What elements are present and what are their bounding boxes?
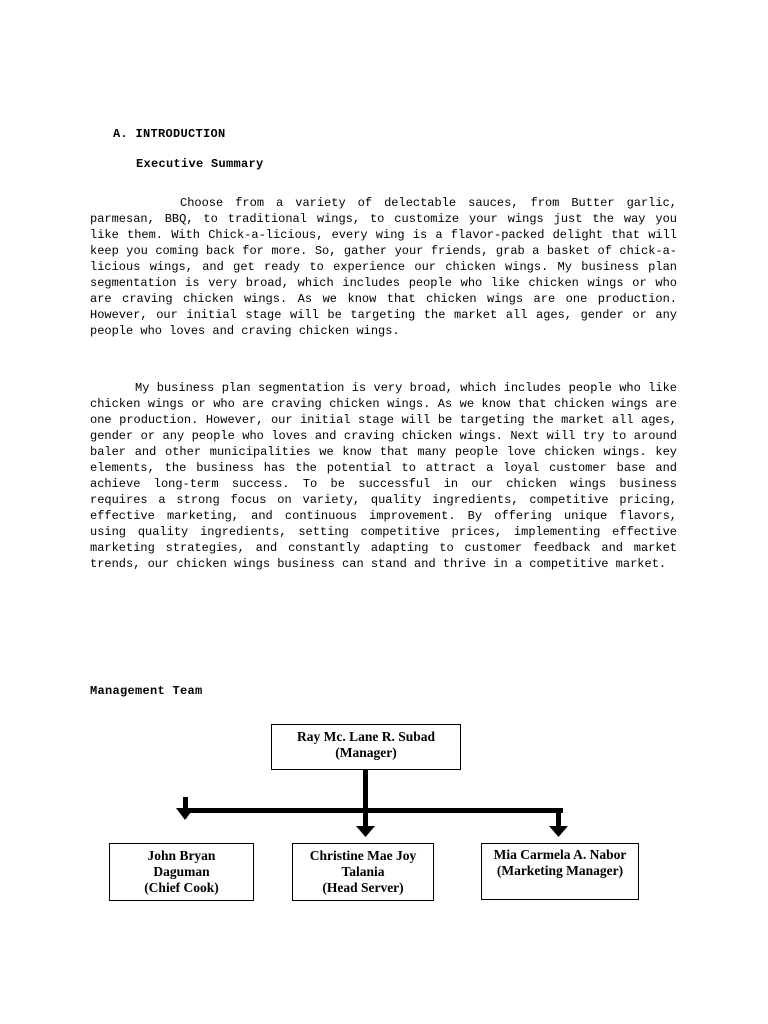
org-arrow-left — [176, 808, 194, 820]
org-branch-left — [183, 797, 188, 809]
body-paragraph-2: My business plan segmentation is very broad, which includes people who like chicken wings or who are craving chicken wings. As we know that chicken wings are one production. However, our initial stage will be targeting the market all ages, gender or any people who loves and craving chicken wings. Next will try to around baler and other municipalities we know that many people love chicken wings. key elements, the business has the potential to attract a loyal customer base and achieve long-term success. To be successful in our chicken wings business requires a strong focus on variety, quality ingredients, competitive pricing, effective marketing, and continuous improvement. By offering unique flavors, using quality ingredients, setting competitive prices, implementing effective marketing strategies, and constantly adapting to customer feedback and market trends, our chicken wings business can stand and thrive in a competitive market. — [90, 381, 677, 571]
org-box-head-server — [292, 843, 434, 901]
body-paragraph-1: Choose from a variety of delectable sauces, from Butter garlic, parmesan, BBQ, to traditional wings, to customize your wings just the way you like them. With Chick-a-licious, every wing is a flavor-packed delight that will keep you coming back for more. So, gather your friends, grab a basket of chick-a-licious wings, and get ready to experience our chicken wings. My business plan segmentation is very broad, which includes people who like chicken wings or who are craving chicken wings. As we know that chicken wings are one production. However, our initial stage will be targeting the market all ages, gender or any people who loves and craving chicken wings. — [90, 196, 677, 338]
org-arrow-right — [549, 826, 568, 837]
member-role: (Head Server) — [322, 880, 404, 895]
org-box-manager — [271, 724, 461, 770]
org-horizontal-line — [183, 808, 563, 813]
manager-name: Ray Mc. Lane R. Subad — [296, 729, 436, 744]
org-box-chief-cook — [109, 843, 254, 901]
org-branch-right — [556, 808, 561, 826]
member-name-line-2: Talania — [341, 864, 385, 879]
member-name-line-2: Daguman — [153, 864, 210, 879]
member-name-line-1: Mia Carmela A. Nabor — [493, 847, 627, 862]
org-trunk-line — [363, 770, 368, 828]
member-name-line-1: Christine Mae Joy — [309, 848, 417, 863]
org-box-marketing-manager — [481, 843, 639, 900]
org-arrow-center — [356, 826, 375, 837]
section-heading: A. INTRODUCTION — [113, 127, 226, 141]
management-team-heading: Management Team — [90, 684, 203, 698]
manager-role: (Manager) — [335, 745, 397, 760]
member-role: (Chief Cook) — [144, 880, 219, 895]
subsection-heading: Executive Summary — [136, 157, 264, 171]
member-name-line-1: John Bryan — [147, 848, 216, 863]
member-role: (Marketing Manager) — [496, 863, 624, 878]
